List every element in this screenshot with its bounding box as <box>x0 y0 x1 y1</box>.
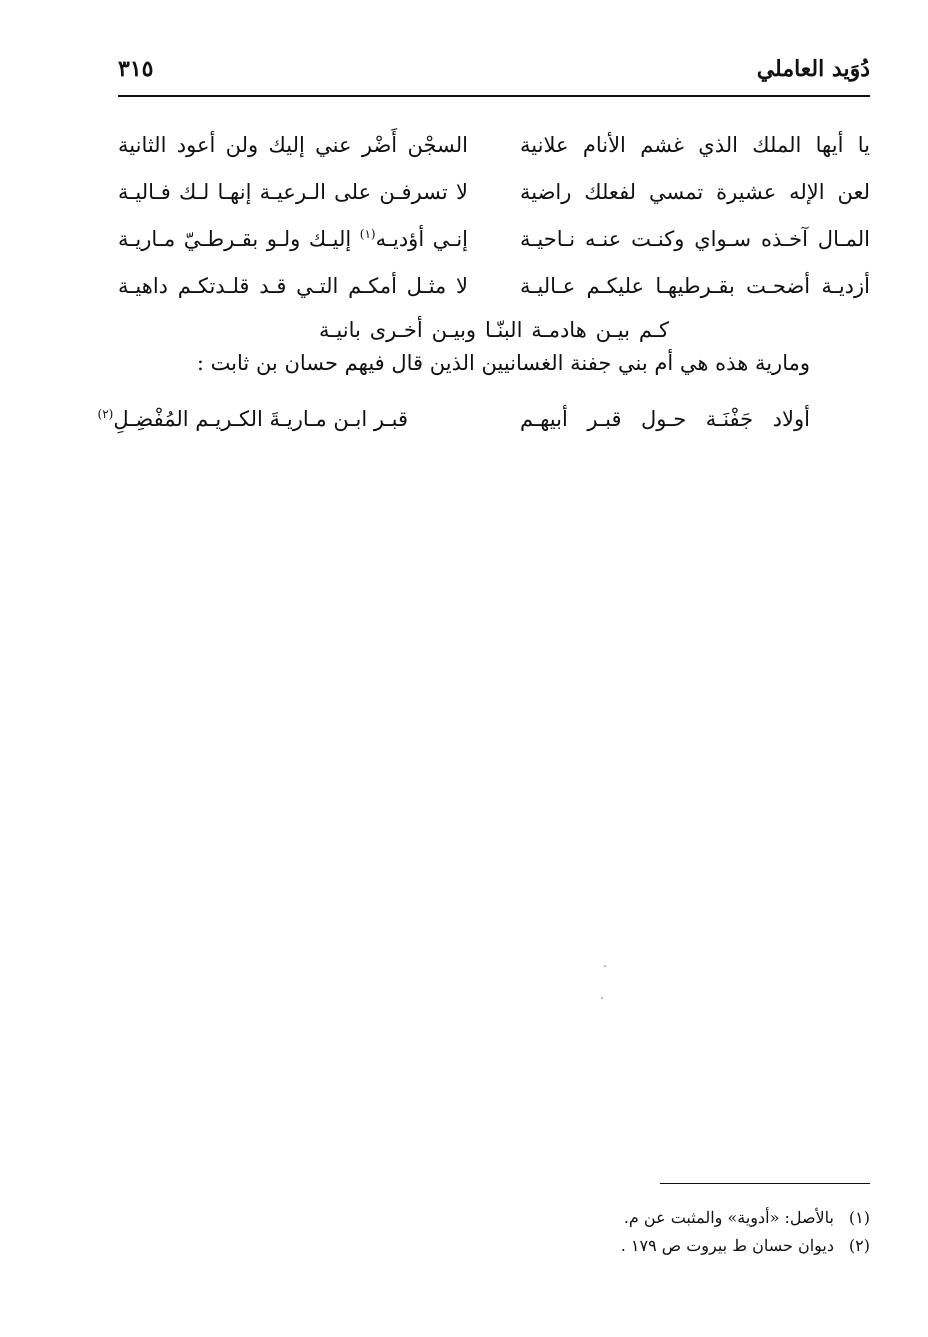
hemistich-text: إليـك ولـو بقـرطـيّ مـاريـة <box>118 227 360 251</box>
footnote-number: (١) <box>848 1208 870 1227</box>
footnote-rule <box>660 1183 870 1184</box>
poem-hemistich-first: المـال آخـذه سـواي وكنـت عنـه نـاحيـة <box>520 227 870 251</box>
footnote-text: بالأصل: «أدوية» والمثبت عن م. <box>623 1208 834 1227</box>
running-head: دُوَيد العاملي <box>756 56 870 82</box>
poem <box>118 122 870 358</box>
paper-speck <box>604 965 606 967</box>
prose-paragraph: ومارية هذه هي أم بني جفنة الغسانيين الذين قال فيهم حسان بن ثابت : <box>196 351 810 375</box>
footnote-marker: (١) <box>359 227 376 241</box>
header-rule <box>118 95 870 97</box>
poem-hemistich-second: لا تسرفـن على الـرعيـة إنهـا لـك فـاليـة <box>118 180 468 204</box>
poem-verse <box>118 169 870 216</box>
poem-hemistich-first: يا أيها الملك الذي غشم الأنام علانية <box>520 133 870 157</box>
poem-hemistich-first: أزديـة أضحـت بقـرطيهـا عليكـم عـاليـة <box>520 274 870 298</box>
footnote-marker: (٢) <box>97 407 114 421</box>
paper-speck <box>601 997 603 999</box>
footnote <box>621 1204 870 1232</box>
poem-verse <box>118 122 870 169</box>
footnote-number: (٢) <box>848 1236 870 1255</box>
hemistich-text: إنـي أؤديـه <box>375 227 468 251</box>
quote-hemistich-first: أولاد جَفْنَـة حـول قبـر أبيهـم <box>520 407 810 431</box>
footnotes <box>621 1204 870 1260</box>
poem-verse <box>118 216 870 263</box>
footnote <box>621 1232 870 1260</box>
hemistich-text: قبـر ابـن مـاريـةَ الكـريـم المُفْضِـلِ <box>113 407 408 431</box>
quote-hemistich-second <box>97 396 408 443</box>
quoted-verse <box>97 396 810 444</box>
poem-hemistich-second: لا مثـل أمكـم التـي قـد قلـدتكـم داهيـة <box>118 274 468 298</box>
footnote-text: ديوان حسان ط بيروت ص ١٧٩ . <box>620 1236 834 1255</box>
poem-verse <box>118 263 870 310</box>
poem-hemistich-first: لعن الإله عشيرة تمسي لفعلك راضية <box>520 180 870 204</box>
poem-hemistich-second <box>118 216 468 263</box>
center-verse-text: كـم بيـن هادمـة البنّـا وبيـن أخـرى بانيـة <box>319 318 669 342</box>
page-number: ٣١٥ <box>118 56 154 82</box>
poem-hemistich-second: السجْن أَضْر عني إليك ولن أعود الثانية <box>118 133 468 157</box>
